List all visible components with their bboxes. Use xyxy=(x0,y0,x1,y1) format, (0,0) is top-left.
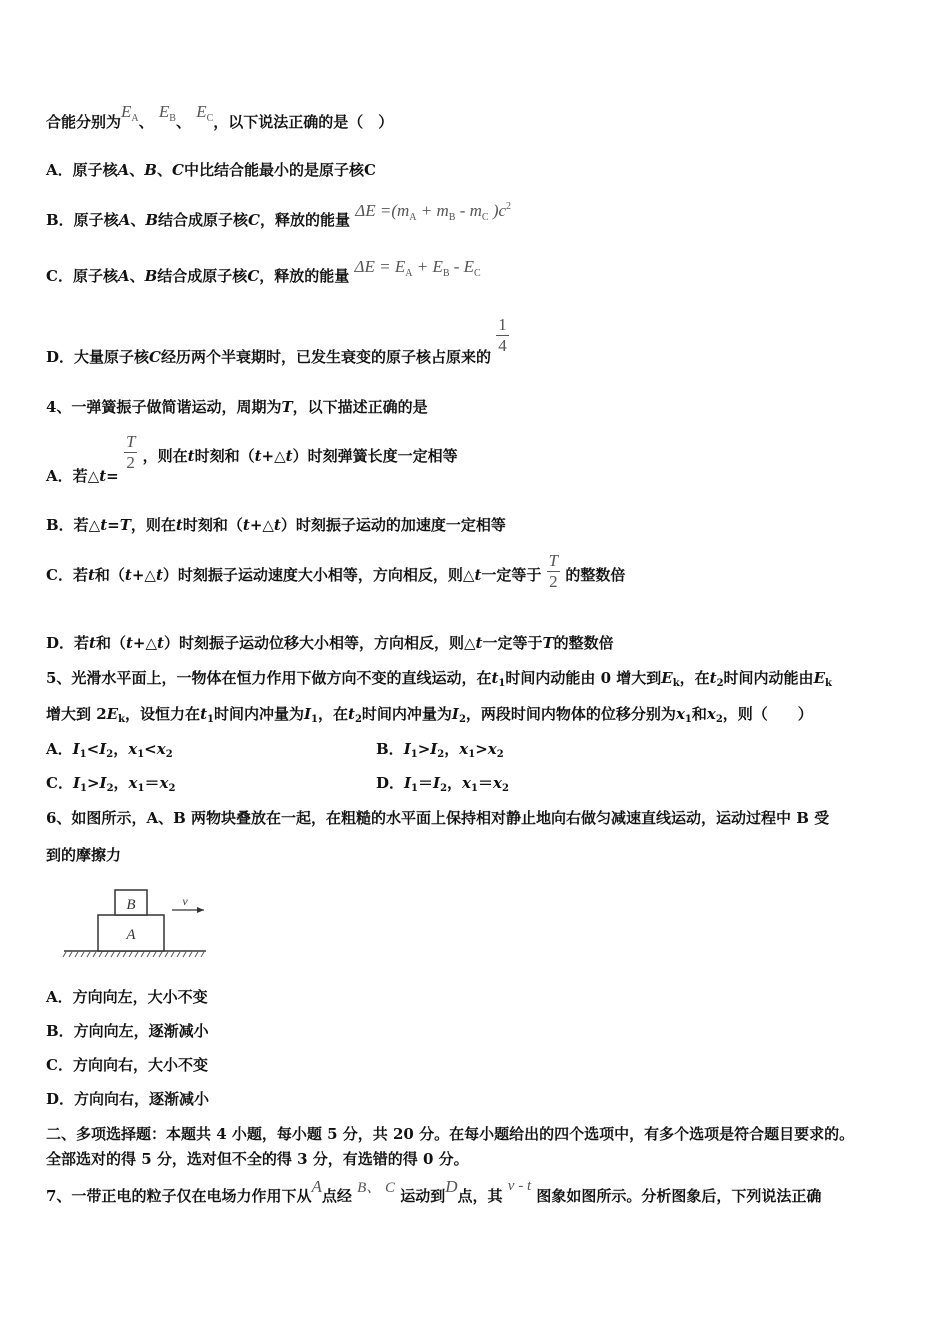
q6-stem-line1: 6、如图所示，A、B 两物块叠放在一起，在粗糙的水平面上保持相对静止地向右做匀减速直线运动，运动过程中 B 受 xyxy=(46,809,830,827)
section2-heading-line2: 全部选对的得 5 分，选对但不全的得 3 分，有选错的得 0 分。 xyxy=(46,1150,469,1168)
q3-option-c: C．原子核A、B结合成原子核C，释放的能量 $\Delta E = E_A + E_B - E_C$ xyxy=(46,257,481,285)
q5-option-b: B．$I_1>I_2$，$x_1>x_2$ xyxy=(376,740,504,760)
q6-option-d: D．方向向右，逐渐减小 xyxy=(46,1090,210,1108)
q5-option-a: A．$I_1<I_2$，$x_1<x_2$ xyxy=(46,740,173,760)
q6-option-a: A．方向向左，大小不变 xyxy=(46,988,208,1006)
q5-stem-line1: 5、光滑水平面上，一物体在恒力作用下做方向不变的直线运动，在$t_1$时间内动能由 0 增大到$E_k$，在$t_2$时间内动能由$E_k$ xyxy=(46,669,832,689)
q3-option-a: A．原子核A、B、C中比结合能最小的是原子核C xyxy=(46,161,376,179)
fraction-one-quarter: $\frac{1}{4}$ xyxy=(498,315,507,355)
q5-option-d: D．$I_1=I_2$，$x_1=x_2$ xyxy=(376,774,509,794)
blocks-figure xyxy=(62,884,212,960)
block-a-label: A xyxy=(126,927,136,943)
arrowhead-icon xyxy=(197,907,204,913)
fraction-t-over-2: $\frac{T}{2}$ xyxy=(548,551,559,591)
q3-option-b-formula: $\Delta E =(m_A + m_B - m_C$ )$c^2$ xyxy=(355,201,512,223)
q3-stem: 合能分别为$E_A$、 $E_B$、 $E_C$，以下说法正确的是（ ） xyxy=(46,102,394,131)
q3-option-b: B．原子核A、B结合成原子核C，释放的能量 $\Delta E =(m_A + m_B - m_C$ )$c^2$ xyxy=(46,201,512,229)
q5-option-c: C．$I_1>I_2$，$x_1=x_2$ xyxy=(46,774,176,794)
fraction-t-over-2: $\frac{T}{2}$ xyxy=(125,432,136,472)
section2-heading-line1: 二、多项选择题：本题共 4 小题，每小题 5 分，共 20 分。在每小题给出的四个选项中，有多个选项是符合题目要求的。 xyxy=(46,1125,855,1143)
q4-option-c: C．若t和（t+△t）时刻振子运动速度大小相等，方向相反，则△t一定等于 $\frac{T}{2}$ 的整数倍 xyxy=(46,551,626,591)
q6-option-b: B．方向向左，逐渐减小 xyxy=(46,1022,209,1040)
q6-stem-line2: 到的摩擦力 xyxy=(46,846,122,864)
q7-stem: 7、一带正电的粒子仅在电场力作用下从A点经 B、 C 运动到D点，其 v - t 图象如图所示。分析图象后，下列说法正确 xyxy=(46,1177,822,1205)
q6-option-c: C．方向向右，大小不变 xyxy=(46,1056,208,1074)
q4-option-d: D．若t和（t+△t）时刻振子运动位移大小相等，方向相反，则△t一定等于T的整数倍 xyxy=(46,634,614,652)
q4-option-b: B．若△t=T，则在t时刻和（t+△t）时刻振子运动的加速度一定相等 xyxy=(46,516,506,534)
q5-stem-line2: 增大到 $2E_k$，设恒力在$t_1$时间内冲量为$I_1$，在$t_2$时间内冲量为$I_2$，两段时间内物体的位移分别为$x_1$和$x_2$，则（ ） xyxy=(46,705,813,725)
ground-hatching xyxy=(63,952,204,957)
velocity-label: v xyxy=(182,894,188,908)
block-b-label: B xyxy=(126,897,136,913)
q4-stem: 4、一弹簧振子做简谐运动，周期为T，以下描述正确的是 xyxy=(46,398,428,416)
q4-option-a: A．若△t= $\frac{T}{2}$ ，则在t时刻和（t+△t）时刻弹簧长度一定相等 xyxy=(46,432,458,485)
q3-option-d: D．大量原子核C经历两个半衰期时，已发生衰变的原子核占原来的 $\frac{1}{4}$ xyxy=(46,315,507,366)
q3-option-c-formula: $\Delta E = E_A + E_B - E_C$ xyxy=(354,257,481,279)
